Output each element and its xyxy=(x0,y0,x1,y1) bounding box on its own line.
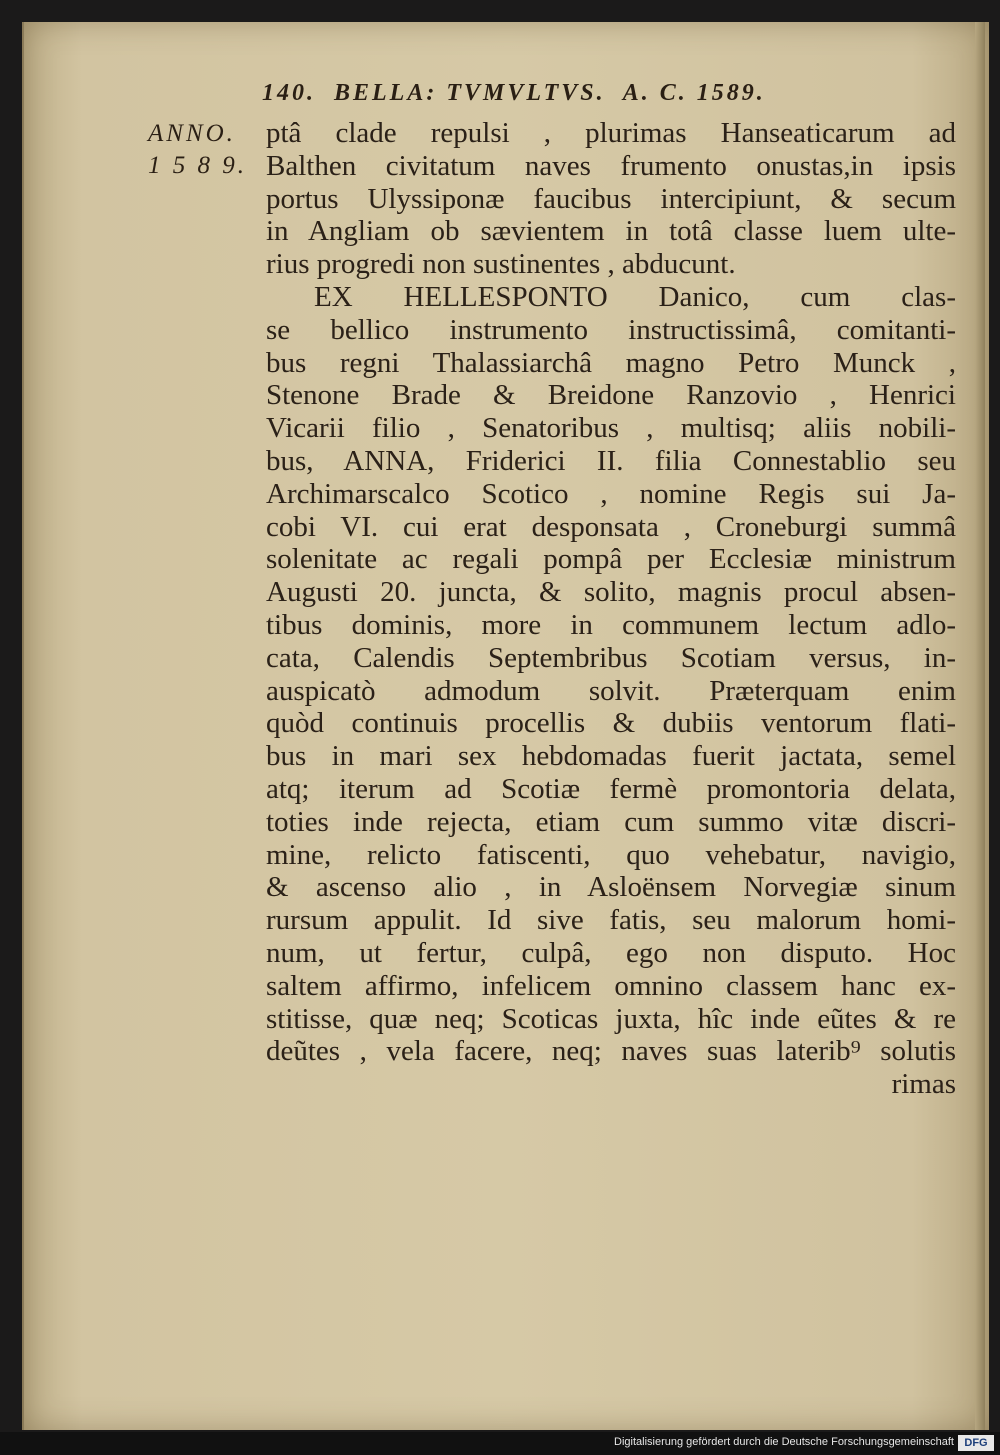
margin-note-line: ANNO. xyxy=(148,120,236,147)
funding-credit: Digitalisierung gefördert durch die Deutsche Forschungsgemeinschaft xyxy=(614,1436,954,1448)
text-line: Vicarii filio , Senatoribus , multisq; aliis nobili- xyxy=(266,412,956,445)
catchword: rimas xyxy=(891,1068,956,1101)
text-line: in Angliam ob sævientem in totâ classe luem ulte- xyxy=(266,215,956,248)
text-line: Stenone Brade & Breidone Ranzovio , Henrici xyxy=(266,379,956,412)
text-line: solenitate ac regali pompâ per Ecclesiæ ministrum xyxy=(266,543,956,576)
text-line: quòd continuis procellis & dubiis ventorum flati- xyxy=(266,707,956,740)
text-line: mine, relicto fatiscenti, quo vehebatur, navigio, xyxy=(266,838,956,871)
text-line: Balthen civitatum naves frumento onustas,in ipsis xyxy=(266,149,956,182)
text-line: bus regni Thalassiarchâ magno Petro Munck , xyxy=(266,346,956,379)
text-line: bus in mari sex hebdomadas fuerit jactata, semel xyxy=(266,740,956,773)
margin-note-line: 1 5 8 9. xyxy=(148,152,247,179)
text-line: toties inde rejecta, etiam cum summo vitæ discri- xyxy=(266,805,956,838)
text-line: Archimarscalco Scotico , nomine Regis sui Ja- xyxy=(266,477,956,510)
text-line: cata, Calendis Septembribus Scotiam versus, in- xyxy=(266,641,956,674)
text-line: bus, ANNA, Friderici II. filia Connestablio seu xyxy=(266,444,956,477)
dfg-logo: DFG xyxy=(958,1435,994,1451)
text-line: & ascenso alio , in Asloënsem Norvegiæ sinum xyxy=(266,871,956,904)
body-text xyxy=(266,117,956,1101)
margin-note xyxy=(148,118,258,182)
text-line: cobi VI. cui erat desponsata , Croneburgi summâ xyxy=(266,510,956,543)
text-line: EX HELLESPONTO Danico, cum clas- xyxy=(314,280,956,313)
text-line: tibus dominis, more in communem lectum adlo- xyxy=(266,608,956,641)
text-line: deũtes , vela facere, neq; naves suas laterib⁹ solutis xyxy=(266,1035,956,1068)
text-line: se bellico instrumento instructissimâ, comitanti- xyxy=(266,313,956,346)
page-edge xyxy=(975,22,985,1430)
text-line: ptâ clade repulsi , plurimas Hanseaticarum ad xyxy=(266,117,956,149)
text-line: stitisse, quæ neq; Scoticas juxta, hîc inde eũtes & re xyxy=(266,1002,956,1035)
text-line: Augusti 20. juncta, & solito, magnis procul absen- xyxy=(266,576,956,609)
text-line: rursum appulit. Id sive fatis, seu malorum homi- xyxy=(266,904,956,937)
text-line: num, ut fertur, culpâ, ego non disputo. Hoc xyxy=(266,936,956,969)
text-line: rius progredi non sustinentes , abducunt. xyxy=(266,248,736,281)
text-line: portus Ulyssiponæ faucibus intercipiunt, & secum xyxy=(266,182,956,215)
running-head: 140. BELLA: TVMVLTVS. A. C. 1589. xyxy=(262,80,766,106)
footer-bar xyxy=(0,1432,1000,1455)
text-line: atq; iterum ad Scotiæ fermè promontoria delata, xyxy=(266,772,956,805)
text-line: saltem affirmo, infelicem omnino classem hanc ex- xyxy=(266,969,956,1002)
text-line: auspicatò admodum solvit. Præterquam enim xyxy=(266,674,956,707)
